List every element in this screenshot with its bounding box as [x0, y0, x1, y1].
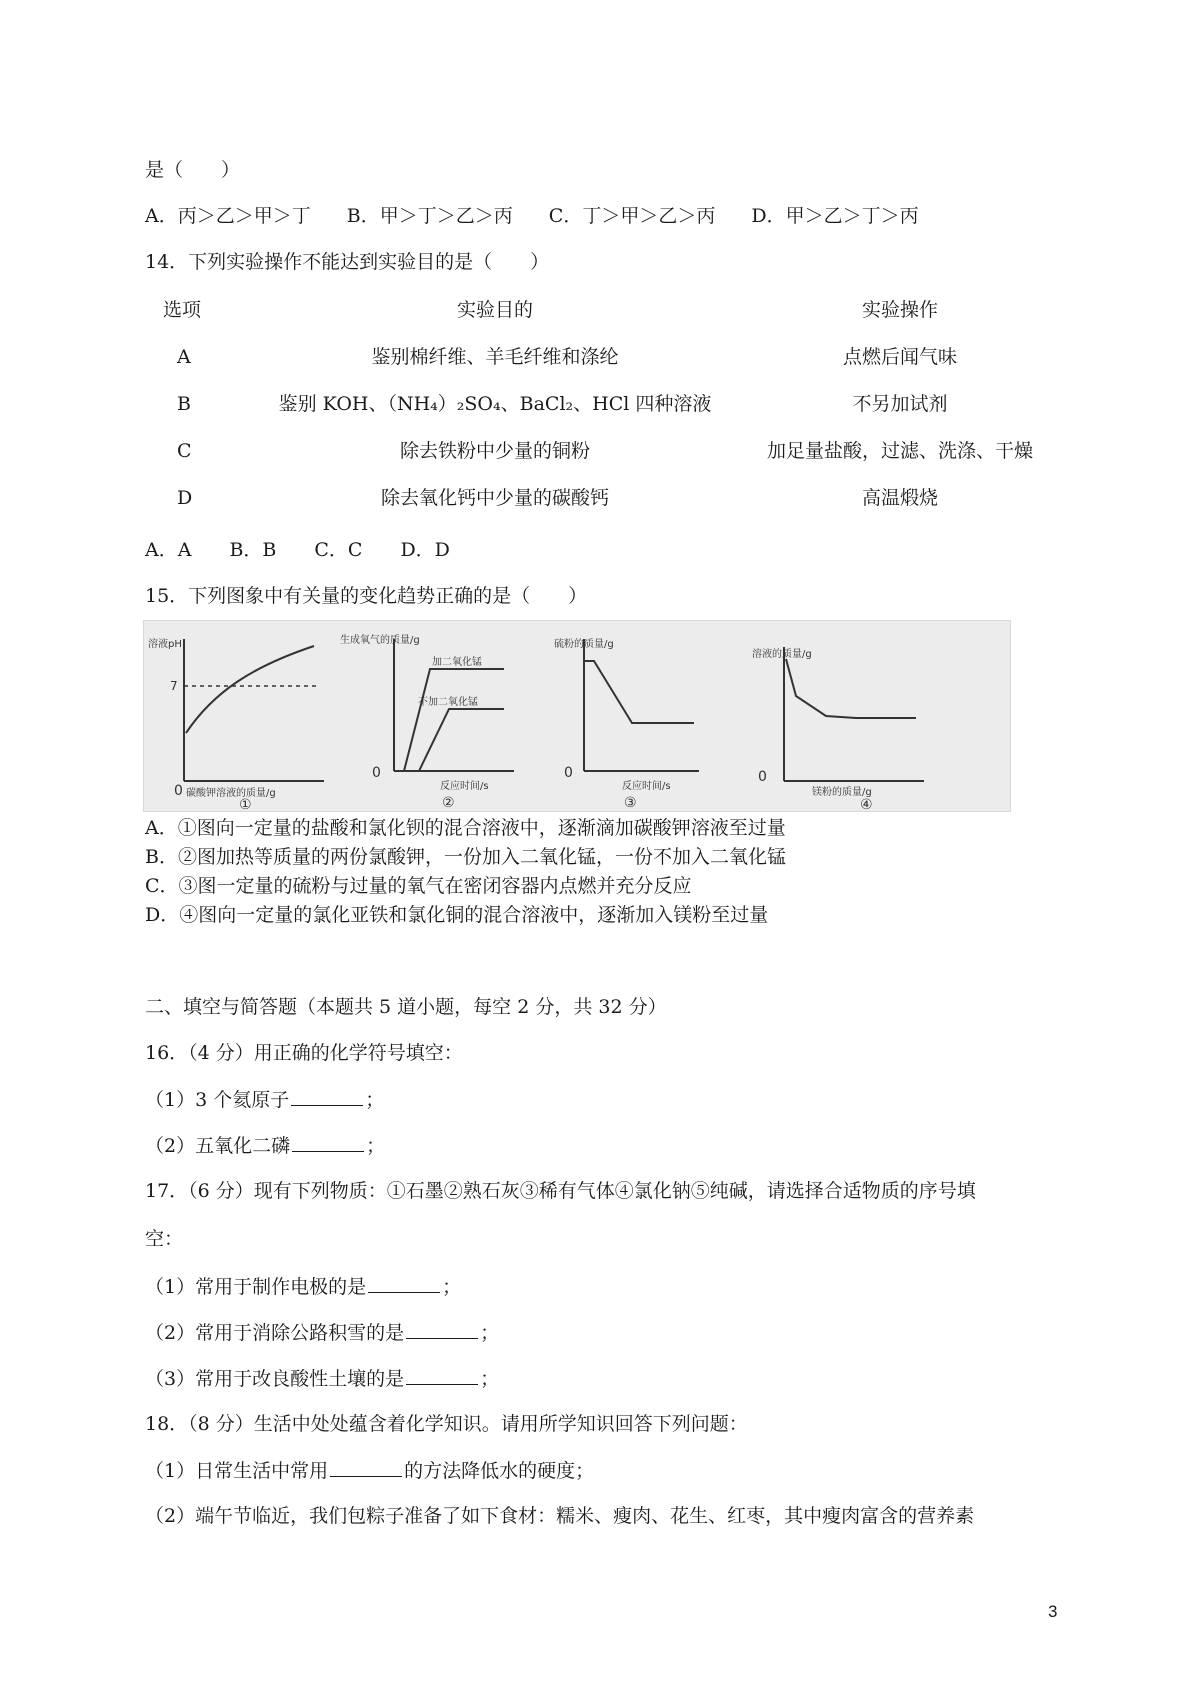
- row-option: A: [177, 346, 191, 368]
- q15-stem: 15．下列图象中有关量的变化趋势正确的是（ ）: [145, 585, 588, 607]
- q13-options: [145, 204, 919, 228]
- graph2-line-no-catalyst: [394, 709, 504, 771]
- graph2-label: ②: [442, 795, 455, 811]
- row-option: B: [177, 393, 191, 415]
- q17-item2-end: ；: [480, 1322, 500, 1344]
- q14-choices: A．A B．B C．C D．D: [145, 539, 450, 561]
- header-operation: 实验操作: [861, 299, 938, 321]
- q15-option-d: D．④图向一定量的氯化亚铁和氯化铜的混合溶液中，逐渐加入镁粉至过量: [145, 904, 769, 926]
- answer-blank[interactable]: [406, 1366, 478, 1385]
- header-option: 选项: [163, 299, 202, 321]
- row-operation: 不另加试剂: [852, 393, 948, 415]
- q16-item-1: [145, 1087, 384, 1112]
- q16-item1-text: （1）3 个氦原子: [145, 1089, 290, 1111]
- answer-blank[interactable]: [292, 1133, 364, 1152]
- table-row: [145, 390, 1065, 418]
- q13-option-a: A．丙＞乙＞甲＞丁: [145, 205, 311, 227]
- graph2-xlabel: 反应时间/s: [440, 781, 489, 792]
- q15-option-b: B．②图加热等质量的两份氯酸钾，一份加入二氧化锰，一份不加入二氧化锰: [145, 846, 786, 868]
- page-number: 3: [1048, 1602, 1058, 1621]
- q13-tail: 是（ ）: [145, 159, 241, 181]
- q13-option-b: B．甲＞丁＞乙＞丙: [346, 205, 513, 227]
- graph1-label: ①: [239, 797, 252, 811]
- graph3-xlabel: 反应时间/s: [622, 781, 671, 792]
- graph3-ylabel: 硫粉的质量/g: [554, 639, 614, 650]
- q17-item-2: [145, 1320, 499, 1345]
- q16-item2-end: ；: [366, 1135, 386, 1157]
- graph-3: [584, 639, 699, 771]
- q13-option-d: D．甲＞乙＞丁＞丙: [751, 205, 919, 227]
- q16-item1-end: ；: [365, 1089, 385, 1111]
- header-purpose: 实验目的: [456, 299, 533, 321]
- q17-item3-text: （3）常用于改良酸性土壤的是: [145, 1368, 405, 1390]
- graph2-line1: 加二氧化锰: [432, 657, 482, 668]
- row-purpose: 鉴别 KOH、（NH₄）₂SO₄、BaCl₂、HCl 四种溶液: [278, 393, 712, 415]
- q15-option-a: A．①图向一定量的盐酸和氯化钡的混合溶液中，逐渐滴加碳酸钾溶液至过量: [145, 817, 786, 839]
- graph-4: [784, 647, 924, 781]
- q14-stem: 14．下列实验操作不能达到实验目的是（ ）: [145, 251, 550, 273]
- q17-item-3: [145, 1366, 499, 1391]
- q16-item-2: [145, 1133, 385, 1158]
- graph1-ref-tick: 7: [170, 679, 178, 693]
- table-row: [145, 437, 1065, 465]
- q13-option-c: C．丁＞甲＞乙＞丙: [548, 205, 716, 227]
- row-operation: 加足量盐酸，过滤、洗涤、干燥: [766, 440, 1033, 462]
- answer-blank[interactable]: [291, 1087, 363, 1106]
- row-purpose: 鉴别棉纤维、羊毛纤维和涤纶: [371, 346, 619, 368]
- graph4-xlabel: 镁粉的质量/g: [812, 787, 872, 798]
- row-option: D: [177, 487, 193, 509]
- q17-item-1: [145, 1274, 461, 1299]
- q15-figure: [143, 620, 1011, 812]
- row-purpose: 除去氧化钙中少量的碳酸钙: [380, 487, 609, 509]
- q17-item2-text: （2）常用于消除公路积雪的是: [145, 1322, 405, 1344]
- graph4-label: ④: [860, 797, 873, 811]
- graph2-origin: 0: [372, 765, 381, 781]
- graph4-ylabel: 溶液的质量/g: [752, 649, 812, 660]
- graph4-line: [786, 659, 916, 718]
- answer-blank[interactable]: [406, 1320, 478, 1339]
- q17-stem-line1: 17．（6 分）现有下列物质：①石墨②熟石灰③稀有气体④氯化钠⑤纯碱，请选择合适物质的序号填: [145, 1180, 976, 1202]
- graph3-line: [584, 661, 694, 723]
- graph2-line2: 不加二氧化锰: [418, 697, 478, 708]
- q18-stem: 18．（8 分）生活中处处蕴含着化学知识。请用所学知识回答下列问题：: [145, 1413, 748, 1435]
- graph4-origin: 0: [758, 769, 767, 785]
- q17-item1-end: ；: [442, 1276, 462, 1298]
- graph1-curve: [186, 646, 314, 733]
- q16-item2-text: （2）五氧化二磷: [145, 1135, 291, 1157]
- row-operation: 点燃后闻气味: [842, 346, 957, 368]
- q18-item-2: （2）端午节临近，我们包粽子准备了如下食材：糯米、瘦肉、花生、红枣，其中瘦肉富含的营养素: [145, 1505, 975, 1527]
- graph2-line-catalyst: [394, 669, 504, 771]
- section2-title: 二、填空与简答题（本题共 5 道小题，每空 2 分，共 32 分）: [145, 996, 667, 1018]
- table-row: [145, 484, 1065, 512]
- table-row: [145, 343, 1065, 371]
- row-option: C: [177, 440, 192, 462]
- graph1-origin: 0: [174, 783, 183, 799]
- q18-item1-text: （1）日常生活中常用: [145, 1460, 329, 1482]
- answer-blank[interactable]: [330, 1458, 402, 1477]
- q18-item1-end: 的方法降低水的硬度；: [404, 1460, 595, 1482]
- q15-option-c: C．③图一定量的硫粉与过量的氧气在密闭容器内点燃并充分反应: [145, 875, 692, 897]
- graph3-origin: 0: [564, 765, 573, 781]
- q17-item3-end: ；: [480, 1368, 500, 1390]
- graph1-ylabel: 溶液pH: [148, 639, 182, 650]
- answer-blank[interactable]: [368, 1274, 440, 1293]
- q15-graphs-svg: [144, 621, 1010, 811]
- q17-stem-line2: 空：: [145, 1228, 184, 1250]
- q16-stem: 16．（4 分）用正确的化学符号填空：: [145, 1042, 463, 1064]
- row-purpose: 除去铁粉中少量的铜粉: [399, 440, 590, 462]
- graph-1: [184, 639, 324, 781]
- q14-table-header: [145, 296, 1065, 324]
- row-operation: 高温煅烧: [861, 487, 938, 509]
- q17-item1-text: （1）常用于制作电极的是: [145, 1276, 367, 1298]
- q18-item-1: [145, 1458, 594, 1483]
- graph2-ylabel: 生成氧气的质量/g: [340, 635, 420, 646]
- graph3-label: ③: [624, 795, 637, 811]
- graph1-xlabel: 碳酸钾溶液的质量/g: [186, 788, 276, 799]
